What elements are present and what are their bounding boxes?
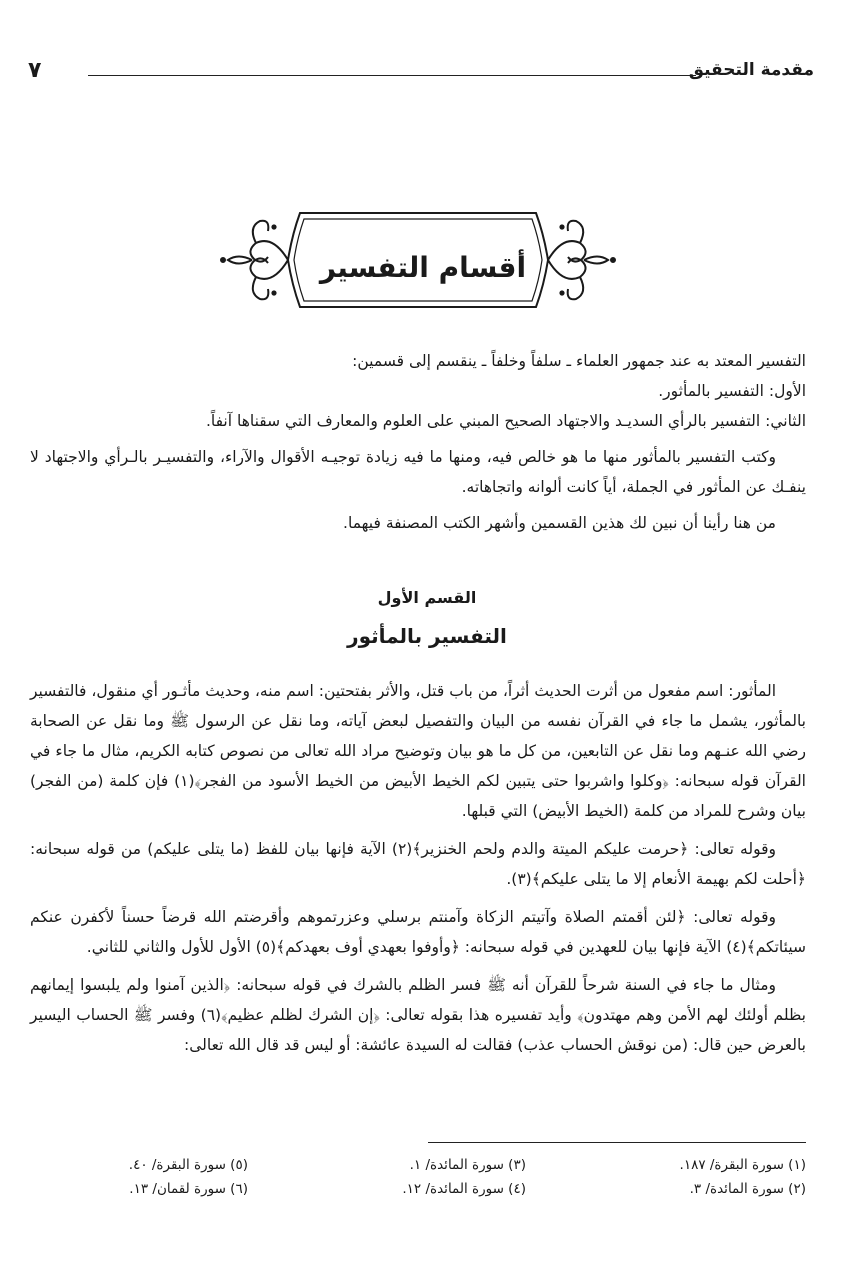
body-block (30, 676, 806, 1060)
running-title: مقدمة التحقيق (688, 60, 814, 80)
left-flourish (221, 221, 288, 300)
header-rule (88, 75, 696, 76)
intro-block (30, 346, 806, 538)
footnote: (١) سورة البقرة/ ١٨٧. (679, 1157, 806, 1173)
body-paragraph: المأثور: اسم مفعول من أثرت الحديث أثراً، من باب قتل، والأثر بفتحتين: اسم منه، وحديث مأثـور أي منقول، فالتفسير بالمأثور، يشمل ما جاء في القرآن نفسه من البيان والتفصيل لبعض آياته، وما نقل عن الرسول ﷺ وما نقل عن الصحابة رضي الله عنـهم وما نقل عن التابعين، من كل ما هو بيان وتوضيح مراد الله تعالى من نصوص كتابه الكريم، مثال ما جاء في القرآن قوله سبحانه: ﴿وكلوا واشربوا حتى يتبين لكم الخيط الأبيض من الخيط الأسود من الفجر﴾(١) فإن كلمة (من الفجر) بيان وشرح للمراد من كلمة (الخيط الأبيض) التي قبلها. (30, 682, 806, 820)
right-flourish (548, 221, 615, 300)
part-label: القسم الأول (377, 588, 477, 607)
footnote: (٦) سورة لقمان/ ١٣. (129, 1181, 248, 1197)
footnote: (٥) سورة البقرة/ ٤٠. (128, 1157, 248, 1173)
part-title: التفسير بالمأثور (347, 624, 507, 648)
intro-second: الثاني: التفسير بالرأي السديـد والاجتهاد الصحيح المبني على العلوم والمعارف التي سقناها آنفاً. (205, 412, 806, 430)
footnote: (٤) سورة المائدة/ ١٢. (402, 1181, 526, 1197)
intro-paragraph: وكتب التفسير بالمأثور منها ما هو خالص فيه، ومنها ما فيه زيادة توجيـه الأقوال والآراء، والتفسيـر بالـرأي والاجتهاد لا ينفـك عن المأثور في الجملة، أياً كانت ألوانه واتجاهاته. (30, 448, 806, 496)
intro-first: الأول: التفسير بالمأثور. (658, 382, 806, 400)
body-paragraph: وقوله تعالى: ﴿لئن أقمتم الصلاة وآتيتم الزكاة وآمنتم برسلي وعزرتموهم وأقرضتم الله قرضاً حسناً لأكفرن عنكم سيئاتكم﴾(٤) الآية فإنها بيان للعهدين في قوله سبحانه: ﴿وأوفوا بعهدي أوف بعهدكم﴾(٥) الأول للأول والثاني للثاني. (30, 908, 806, 956)
section-title: أقسام التفسير (319, 250, 527, 284)
intro-line: التفسير المعتد به عند جمهور العلماء ـ سلفاً وخلفاً ـ ينقسم إلى قسمين: (352, 352, 806, 370)
body-paragraph: وقوله تعالى: ﴿حرمت عليكم الميتة والدم ولحم الخنزير﴾(٢) الآية فإنها بيان للفظ (ما يتلى عليكم) من قوله سبحانه: ﴿أحلت لكم بهيمة الأنعام إلا ما يتلى عليكم﴾(٣). (30, 840, 806, 888)
footnote-rule (428, 1142, 806, 1143)
footnote: (٣) سورة المائدة/ ١. (409, 1157, 526, 1173)
body-paragraph: ومثال ما جاء في السنة شرحاً للقرآن أنه ﷺ فسر الظلم بالشرك في قوله سبحانه: ﴿الذين آمنوا ولم يلبسوا إيمانهم بظلم أولئك لهم الأمن وهم مهتدون﴾ وأيد تفسيره هذا بقوله تعالى: ﴿إن الشرك لظلم عظيم﴾(٦) وفسر ﷺ الحساب اليسير بالعرض حين قال: (من نوقش الحساب عذب) فقالت له السيدة عائشة: أو ليس قد قال الله تعالى: (30, 976, 806, 1054)
running-header (28, 58, 814, 88)
intro-closing: من هنا رأينا أن نبين لك هذين القسمين وأشهر الكتب المصنفة فيهما. (343, 514, 776, 532)
page-number: ٧ (28, 58, 42, 83)
footnote: (٢) سورة المائدة/ ٣. (689, 1181, 806, 1197)
